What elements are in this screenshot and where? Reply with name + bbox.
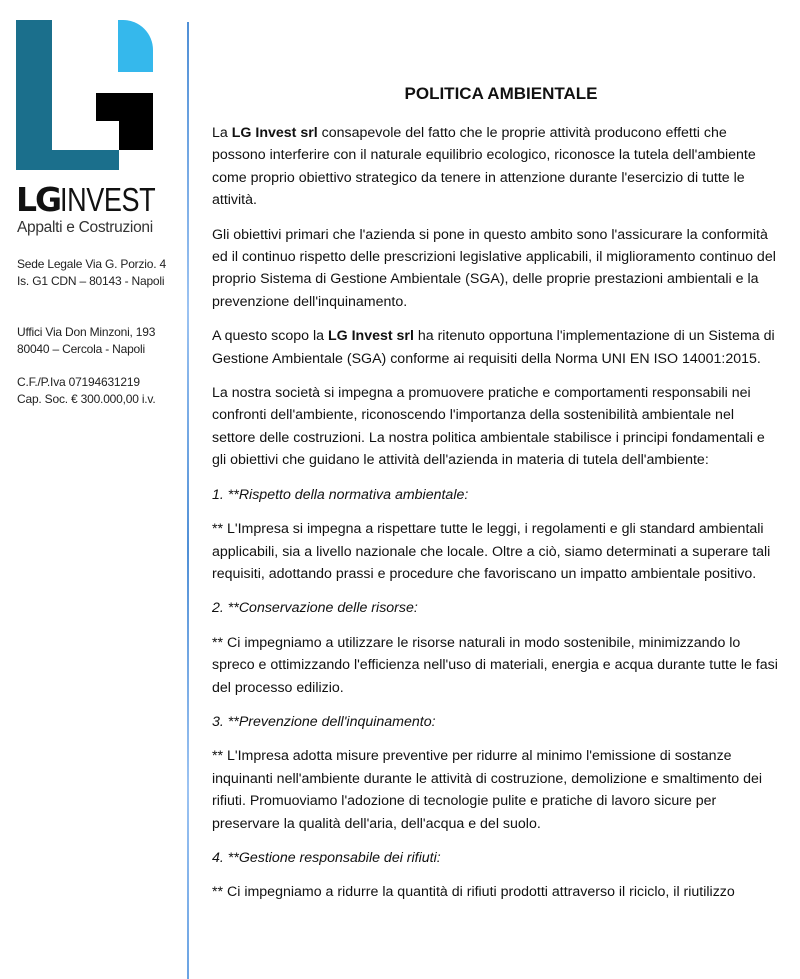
section-heading: 4. **Gestione responsabile dei rifiuti:	[212, 849, 441, 866]
brand-bold: LG	[16, 180, 61, 219]
vat-number: C.F./P.Iva 07194631219	[17, 375, 140, 389]
office-address	[17, 324, 155, 358]
section-heading: 3. **Prevenzione dell'inquinamento:	[212, 713, 436, 730]
document-title: POLITICA AMBIENTALE	[404, 84, 598, 103]
brand-tagline: Appalti e Costruzioni	[17, 219, 153, 236]
section-body: ** L'Impresa si impegna a rispettare tutte le leggi, i regolamenti e gli standard ambientali applicabili, sia a livello nazionale che locale. Oltre a ciò, siamo determinati a superare tali requisiti, adottando prassi e procedure che favoriscano un impatto ambientale positivo.	[212, 521, 771, 582]
purpose-prefix: A questo scopo la	[212, 328, 328, 345]
objectives-paragraph: Gli obiettivi primari che l'azienda si pone in questo ambito sono l'assicurare la conformità ed il continuo rispetto delle prescrizioni legislative applicabili, il miglioramento continuo del proprio Sistema di Gestione Ambientale (SGA), delle proprie prestazioni ambientali e la prevenzione dell'inquinamento.	[212, 226, 776, 310]
tax-info	[17, 374, 155, 408]
office-address-line: Uffici Via Don Minzoni, 193	[17, 325, 156, 339]
intro-paragraph	[212, 122, 780, 212]
office-address-line: 80040 – Cercola - Napoli	[17, 342, 145, 356]
commitment-paragraph: La nostra società si impegna a promuovere pratiche e comportamenti responsabili nei confronti dell'ambiente, riconoscendo l'importanza della sostenibilità ambientale nel settore delle costruzioni. La nostra politica ambientale stabilisce i principi fondamentali e gli obiettivi che guidano le attività dell'azienda in materia di tutela dell'ambiente:	[212, 385, 765, 469]
section-body: ** Ci impegniamo a utilizzare le risorse naturali in modo sostenibile, minimizzando lo spreco e ottimizzando l'efficienza nell'uso di materiali, energia e acqua durante tutte le fasi del processo edilizio.	[212, 634, 778, 696]
vertical-divider	[187, 22, 189, 979]
lg-invest-logo	[16, 20, 156, 180]
purpose-rest: ha ritenuto opportuna l'implementazione di un Sistema di Gestione Ambientale (SGA) conforme ai requisiti della Norma UNI EN ISO 14001:2015.	[212, 328, 775, 367]
company-name: LG Invest srl	[231, 125, 318, 141]
legal-address-line: Is. G1 CDN – 80143 - Napoli	[17, 274, 165, 288]
section-body: ** Ci impegniamo a ridurre la quantità di rifiuti prodotti attraverso il riciclo, il riutilizzo	[212, 884, 735, 901]
brand-wordmark	[16, 182, 176, 218]
section-heading: 1. **Rispetto della normativa ambientale:	[212, 486, 469, 503]
section-heading: 2. **Conservazione delle risorse:	[212, 600, 418, 617]
share-capital: Cap. Soc. € 300.000,00 i.v.	[17, 392, 156, 406]
section-body: ** L'Impresa adotta misure preventive per ridurre al minimo l'emissione di sostanze inquinanti nell'ambiente durante le attività di costruzione, demolizione e smaltimento dei rifiuti. Promuoviamo l'adozione di tecnologie pulite e pratiche di lavoro sicure per preservare la qualità dell'aria, dell'acqua e del suolo.	[212, 748, 763, 832]
legal-address	[17, 256, 166, 290]
logo-blue-tab	[118, 20, 153, 72]
company-name: LG Invest srl	[327, 328, 414, 345]
intro-rest: consapevole del fatto che le proprie attività producono effetti che possono interferire con il naturale equilibrio ecologico, riconosce la tutela dell'ambiente come proprio obiettivo strategico da tenere in attenzione durante l'esercizio di tutte le attività.	[212, 125, 756, 209]
intro-prefix: La	[212, 125, 232, 141]
brand-thin: INVEST	[60, 181, 156, 218]
logo-notch	[96, 121, 119, 150]
letterhead-sidebar	[0, 0, 186, 979]
logo-l-horizontal-bar	[16, 150, 119, 170]
logo-l-vertical-bar	[16, 20, 52, 170]
purpose-paragraph	[212, 325, 780, 370]
document-body	[212, 78, 780, 916]
legal-address-line: Sede Legale Via G. Porzio. 4	[17, 257, 166, 271]
